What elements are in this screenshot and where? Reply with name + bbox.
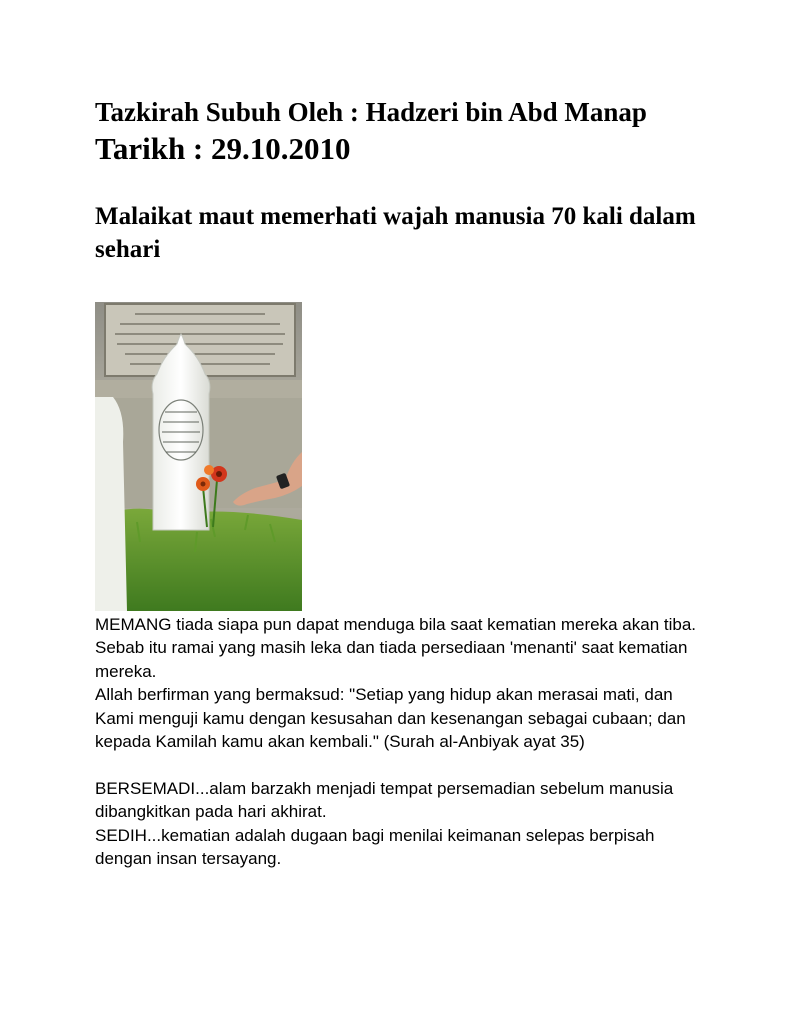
article-body	[95, 613, 715, 870]
paragraph-caption-sedih: SEDIH...kematian adalah dugaan bagi menilai keimanan selepas berpisah dengan insan tersayang.	[95, 825, 655, 869]
paragraph-intro: MEMANG tiada siapa pun dapat menduga bila saat kematian mereka akan tiba. Sebab itu ramai yang masih leka dan tiada persediaan 'menanti' saat kematian mereka.	[95, 615, 697, 681]
paragraph-spacer	[95, 753, 715, 776]
header-date-line: Tarikh : 29.10.2010	[95, 131, 351, 166]
gravestone-photo	[95, 302, 302, 611]
article-title: Malaikat maut memerhati wajah manusia 70 kali dalam sehari	[95, 203, 696, 263]
paragraph-caption-bersemadi: BERSEMADI...alam barzakh menjadi tempat persemadian sebelum manusia dibangkitkan pada hari akhirat.	[95, 778, 674, 822]
header-author-line: Tazkirah Subuh Oleh : Hadzeri bin Abd Manap	[95, 97, 647, 127]
paragraph-quote: Allah berfirman yang bermaksud: "Setiap yang hidup akan merasai mati, dan Kami menguji kamu dengan kesusahan dan kesenangan sebagai cubaan; dan kepada Kamilah kamu akan kembali." (Surah al-Anbiyak ayat 35)	[95, 685, 686, 752]
